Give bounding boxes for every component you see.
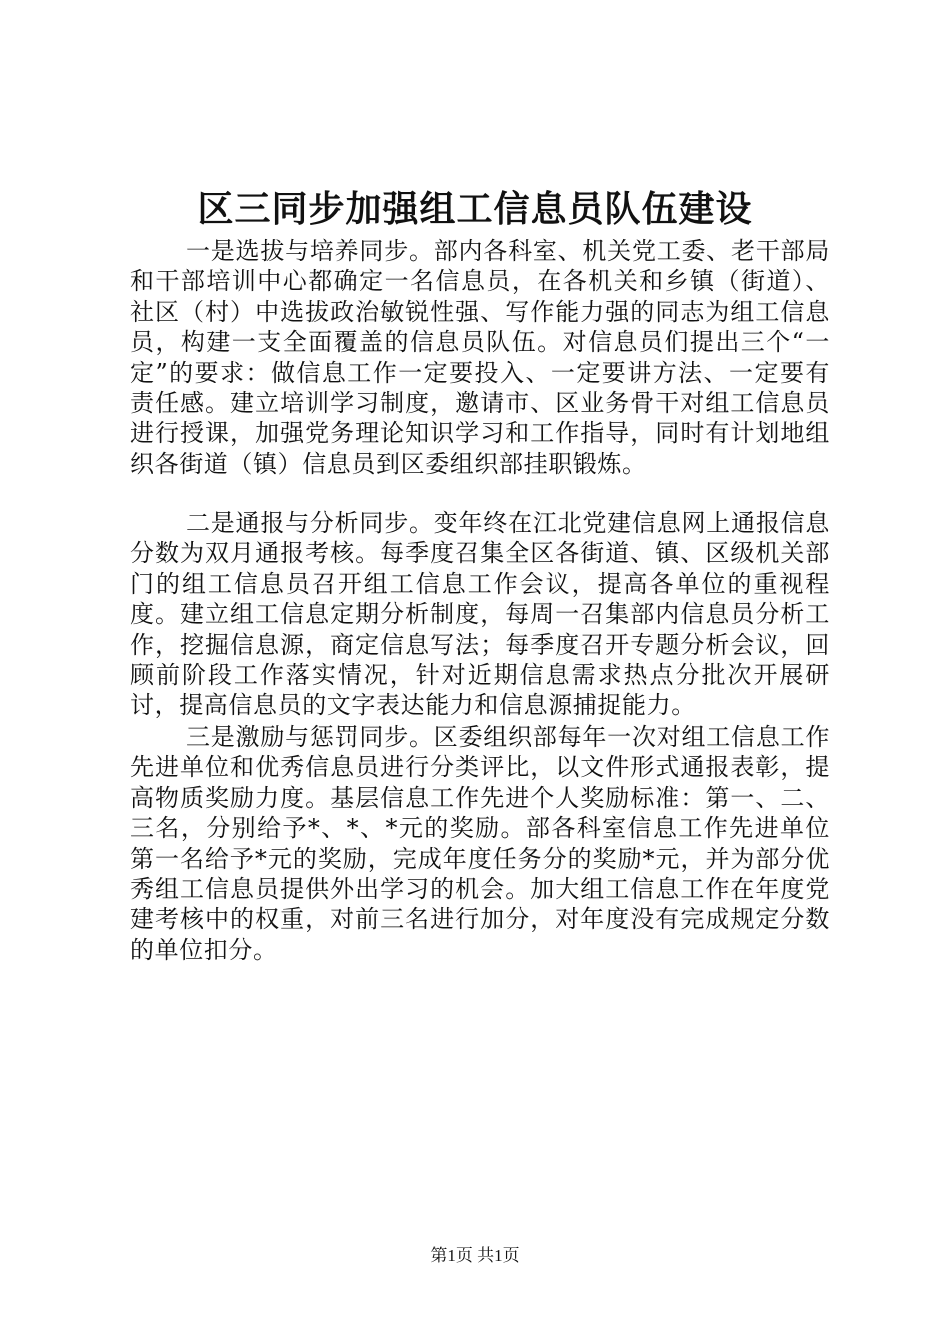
paragraph-selection-training: 一是选拔与培养同步。部内各科室、机关党工委、老干部局和干部培训中心都确定一名信息员，在各机关和乡镇（街道）、社区（村）中选拔政治敏锐性强、写作能力强的同志为组工信息员，构建一支全面覆盖的信息员队伍。对信息员们提出三个“一定”的要求：做信息工作一定要投入、一定要讲方法、一定要有责任感。建立培训学习制度，邀请市、区业务骨干对组工信息员进行授课，加强党务理论知识学习和工作指导，同时有计划地组织各街道（镇）信息员到区委组织部挂职锻炼。 [130, 237, 830, 478]
paragraph-report-analysis: 二是通报与分析同步。变年终在江北党建信息网上通报信息分数为双月通报考核。每季度召集全区各街道、镇、区级机关部门的组工信息员召开组工信息工作会议，提高各单位的重视程度。建立组工信息定期分析制度，每周一召集部内信息员分析工作，挖掘信息源，商定信息写法；每季度召开专题分析会议，回顾前阶段工作落实情况，针对近期信息需求热点分批次开展研讨，提高信息员的文字表达能力和信息源捕捉能力。 [130, 509, 830, 720]
document-title: 区三同步加强组工信息员队伍建设 [197, 188, 753, 230]
page-footer: 第1页 共1页 [430, 1246, 520, 1265]
paragraph-incentive-penalty: 三是激励与惩罚同步。区委组织部每年一次对组工信息工作先进单位和优秀信息员进行分类评比，以文件形式通报表彰，提高物质奖励力度。基层信息工作先进个人奖励标准：第一、二、三名，分别给予*、*、*元的奖励。部各科室信息工作先进单位第一名给予*元的奖励，完成年度任务分的奖励*元，并为部分优秀组工信息员提供外出学习的机会。加大组工信息工作在年度党建考核中的权重，对前三名进行加分，对年度没有完成规定分数的单位扣分。 [130, 723, 830, 964]
